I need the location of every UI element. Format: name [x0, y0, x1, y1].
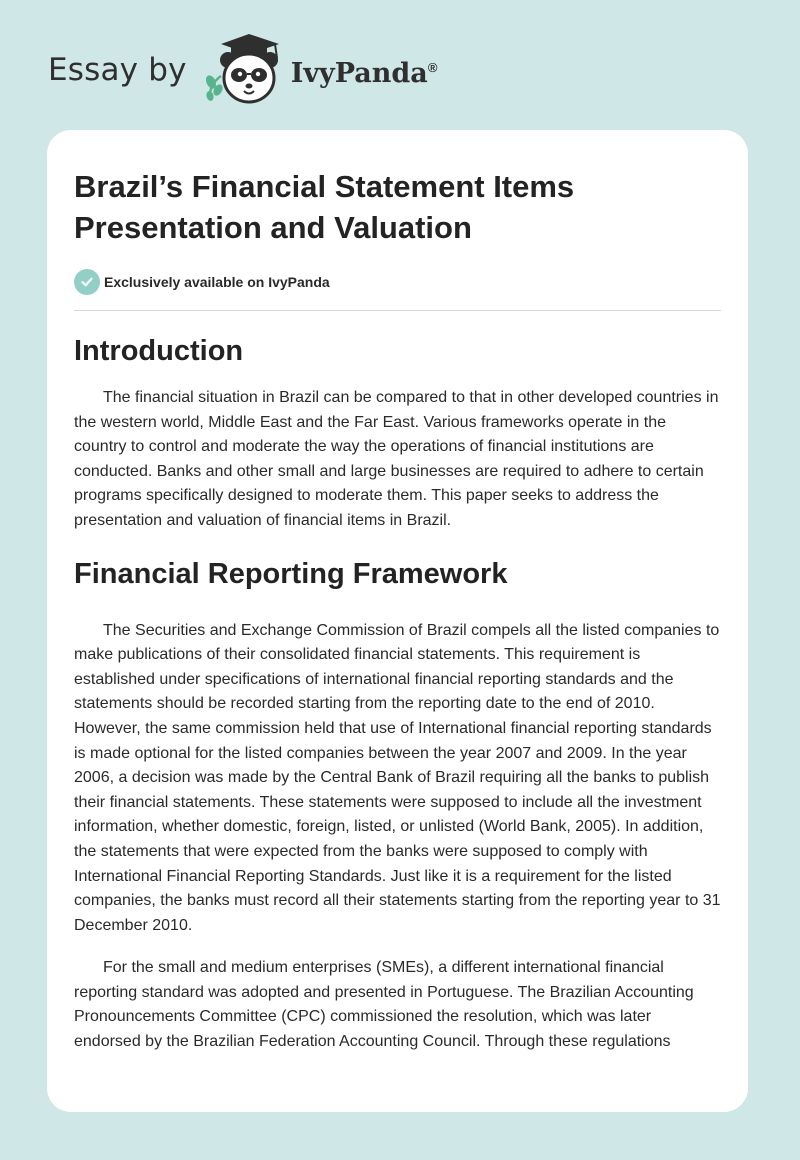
panda-logo-icon[interactable]	[201, 30, 289, 110]
section-heading: Introduction	[74, 335, 244, 367]
essay-card	[47, 130, 748, 1112]
registered-mark: ®	[427, 59, 438, 75]
site-header	[48, 30, 437, 110]
divider	[74, 310, 721, 311]
section-introduction	[74, 333, 721, 534]
check-icon	[74, 269, 100, 295]
essay-title: Brazil’s Financial Statement Items Presentation and Valuation	[74, 169, 575, 245]
paragraph: The Securities and Exchange Commission of Brazil compels all the listed companies to make publications of their consolidated financial statements. This requirement is established under specifications of international financial reporting standards and the statements should be recorded starting from the reporting date to the end of 2010. However, the same commission held that use of International financial reporting standards is made optional for the listed companies between the year 2007 and 2009. In the year 2006, a decision was made by the Central Bank of Brazil requiring all the banks to publish their financial statements. These statements were supposed to include all the investment information, whether domestic, foreign, listed, or unlisted (World Bank, 2005). In addition, the statements that were expected from the banks were supposed to comply with International Financial Reporting Standards. Just like it is a requirement for the listed companies, the banks must record all their statements starting from the reporting year to 31 December 2010.	[74, 621, 721, 934]
brand-name[interactable]: IvyPanda®	[290, 57, 438, 89]
section-heading: Financial Reporting Framework	[74, 557, 508, 590]
badge-label: Exclusively available on IvyPanda	[104, 274, 330, 290]
brand-prefix: Essay by	[48, 52, 187, 88]
paragraph: The financial situation in Brazil can be compared to that in other developed countries in the western world, Middle East and the Far East. Various frameworks operate in the country to control and moderate the way the operations of financial institutions are conducted. Banks and other small and large businesses are required to adhere to certain programs specifically designed to moderate them. This paper seeks to address the presentation and valuation of financial items in Brazil.	[74, 389, 719, 529]
exclusive-badge	[74, 268, 721, 296]
paragraph: For the small and medium enterprises (SMEs), a different international financial reporting standard was adopted and presented in Portuguese. The Brazilian Accounting Pronouncements Committee (CPC) commissioned the resolution, which was later endorsed by the Brazilian Federation Accounting Council. Through these regulations	[74, 959, 694, 1051]
section-financial-reporting-framework	[74, 556, 721, 1055]
